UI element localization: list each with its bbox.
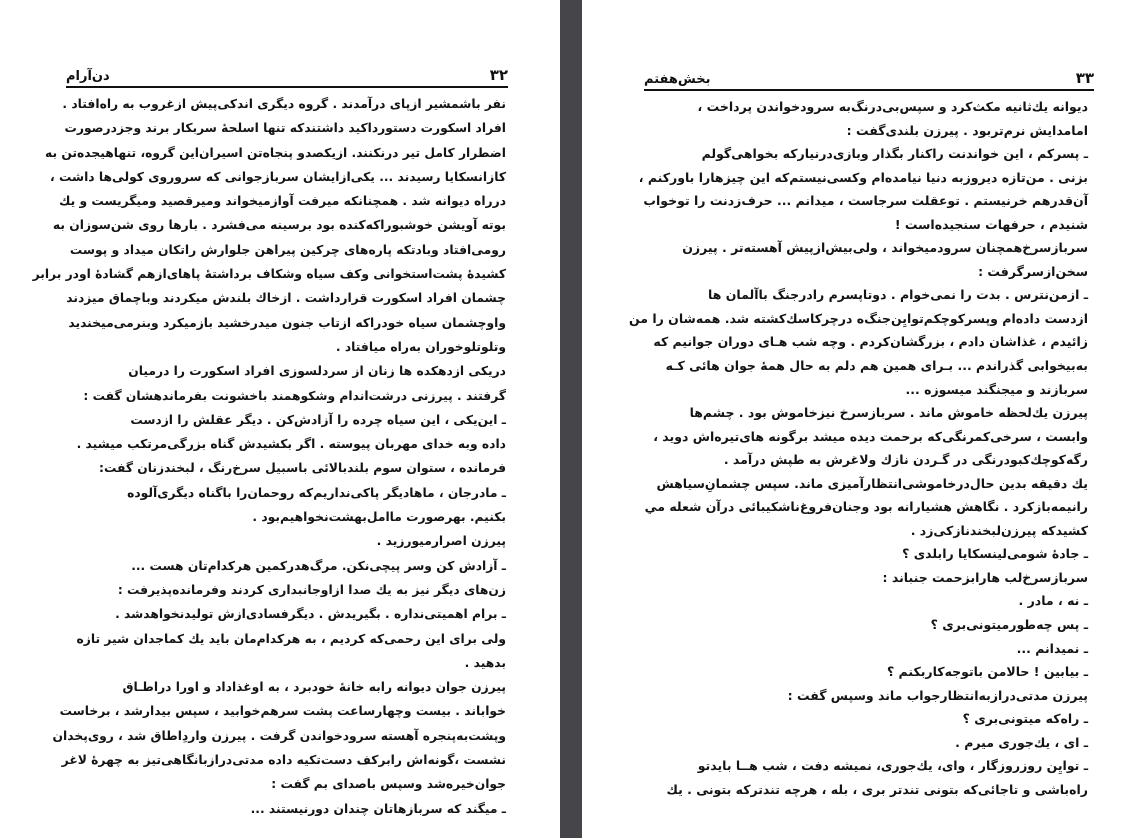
right-page-body [629, 95, 1088, 801]
text-line: ـ برام اهمیتی‌نداره . بگیریدش . دیگرفسادی‌ازش تولیدنخواهدشد . [115, 607, 506, 622]
text-line: امامدایش نرم‌تربود . پیرزن بلندی‌گفت : [846, 122, 1088, 138]
text-line: رگه‌کوچك‌کبودرنگی در گـردن نازك ولاغرش به طپش درآمد . [723, 452, 1088, 468]
text-line: یك دقیقه بدین حال‌درخاموشی‌انتظارآمیزی ماند. سپس چشمانِ‌سیاهش [656, 475, 1088, 491]
text-line: وتلوتلوخوران به‌راه میافتاد . [335, 339, 506, 354]
text-line: ـ بیابین ! حالامن باتوجه‌کاربکنم ؟ [886, 664, 1088, 680]
text-line: جوان‌خیره‌شد وسپس باصدای بم گفت : [271, 777, 506, 792]
left-running-title: دن‌آرام [66, 69, 110, 84]
text-line: ـ میگند که سربازهاتان چندان دورنیستند ... [250, 801, 506, 816]
text-line: بزنی . من‌تازه دیروزبه دنیا نیامده‌ام وکسی‌نیستم‌که این چیزهارا باورکنم ، [638, 169, 1088, 185]
text-line: ـ ازمن‌نترس . بدت را نمی‌خوام . دوتاپسرم رادرجنگ باآلمان ها [708, 287, 1088, 303]
text-line: دریکی ازدهکده ها زنان از سردلسوزی افراد اسکورت را درمیان [128, 364, 506, 379]
text-line: پیرزن مدتی‌درازبه‌انتظارجواب ماند وسپس گفت : [787, 687, 1088, 703]
text-line: داده وبه خدای مهربان پیوسته . اگر بکشیدش گناه بزرگی‌مرتکب میشید . [76, 437, 506, 452]
text-line: سربازسرخ‌لب هارابزحمت جنباند : [882, 569, 1088, 585]
text-line: راه‌باشی و تاجائی‌که بتونی تندتر بری ، بله ، هرچه تندترکه بتونی . یك [666, 781, 1088, 797]
text-line: بدهید . [464, 655, 506, 670]
text-line: ـ جادهٔ شومی‌لینسکایا رابلدی ؟ [902, 546, 1088, 562]
text-line: ـ پسرکم ، این خواندنت راکنار بگذار وبازی‌درنیارکه بخواهی‌گولم [701, 146, 1088, 162]
text-line: رانیمه‌بازکرد . نگاهش هشیارانه بود وجنان‌فروغ‌ناشکیبائی درآن شعله مي‌ [644, 499, 1088, 515]
text-line: ـ توایِن روزروزگار ، وای، یك‌جوری، نمیشه دفت ، شب هــا بایدتو [697, 758, 1088, 774]
text-line: نشست ،گونه‌اش رابرکف دست‌تکیه داده مدتی‌درازبانگاهی‌تیز به چهرهٔ لاغر [61, 753, 506, 768]
text-line: وپشت‌به‌پنجره آهسته سرودخواندن گرفت . پیرزن واردِاطاق شد ، روی‌پخدان [52, 728, 506, 743]
text-line: پیرزن یك‌لحظه خاموش ماند . سربازسرخ نیزخاموش بود . چشم‌ها [689, 405, 1088, 421]
right-page-header [644, 65, 1094, 91]
right-page-number: ۳۳ [1075, 69, 1094, 87]
text-line: ازدست داده‌ام وپسرکوچکم‌توایِن‌جنگ‌ه درچرکاسك‌کشته شد. همه‌شان را من [629, 310, 1088, 326]
text-line: درراه دیوانه شد . همچنانکه میرفت آوازمیخواند ومیرقصید ومیگریست و یك [59, 194, 506, 209]
text-line: ـ آزادش کن وسر پیچی‌نکن. مرگ‌هدرکمین هرکدام‌تان هست ... [131, 558, 506, 573]
text-line: بوته آویشن خوشبوراکه‌کنده بود برسینه می‌فشرد . بارها روی شن‌سوزان به [52, 218, 506, 233]
book-spine-divider [560, 0, 582, 838]
text-line: دیوانه یك‌ثانیه مکث‌کرد و سپس‌بی‌درنگ‌به سرودخواندن پرداخت ، [697, 99, 1088, 114]
text-line: ـ مادرجان ، ماهادیگر پاکی‌نداریم‌که روحمان‌را باگناه دیگری‌آلوده [127, 485, 506, 500]
text-line: به‌بیخوابی گذراندم ... بـرای همین هم دلم به حال همهٔ جوان هائی کـه [665, 358, 1088, 374]
text-line: آن‌قدرهم خرنیستم . توعقلت سرجاست ، میدانم ... حرف‌زدنت را توخواب [643, 193, 1088, 209]
left-page-number: ۳۲ [489, 66, 508, 84]
left-page [32, 40, 514, 816]
text-line: ـ نه ، مادر . [1018, 593, 1088, 609]
text-line: ـ ای ، یك‌جوری میرم . [955, 734, 1088, 750]
text-line: سربازسرخ‌همچنان سرودمیخواند ، ولی‌بیش‌ازپیش آهسته‌تر . پیرزن [682, 240, 1088, 256]
right-page [622, 40, 1112, 815]
left-page-header [66, 62, 508, 88]
text-line: واوچشمان سیاه خودراکه ازتاب جنون میدرخشید بازمیکرد وبنرمی‌میخندید [68, 315, 506, 330]
text-line: افراد اسکورت دستورداکید داشتندکه تنها اسلحهٔ سربکار برند وجزدرصورت [64, 121, 506, 136]
text-line: ـ راه‌که میتونی‌بری ؟ [962, 711, 1088, 727]
text-line: اضطرار کامل تیر درنکنند. ازیکصدو پنجاه‌تن اسیران‌این گروه، تنهاهیجده‌تن به [44, 145, 506, 160]
text-line: پیرزن اصرارمیورزید . [376, 534, 506, 549]
text-line: گرفتند . پیرزنی درشت‌اندام وشکوهمند باخشونت بفرماندهشان گفت : [83, 388, 506, 403]
text-line: پیرزن جوان دیوانه رابه خانهٔ خودبرد ، به اوغذاداد و اورا دراطـاق [122, 680, 506, 695]
text-line: زائیدم ، غذاشان دادم ، بزرگشان‌کردم . وچه شب هـای دوران جوانیم که [653, 334, 1088, 350]
text-line: وابست ، سرخی‌کمرنگی‌که برحمت دیده میشد برگونه های‌تیره‌اش دوید ، [653, 428, 1088, 444]
left-page-body [32, 92, 506, 821]
text-line: زن‌های دیگر نیز به یك صدا ازاوجانبداری کردند وفرمانده‌پذیرفت : [117, 582, 506, 597]
text-line: کازانسکایا رسیدند ... یکی‌ازایشان سربازجوانی که سروروی کولی‌ها داشت ، [50, 169, 506, 184]
text-line: کشیدکه پیرزن‌لبخندنازکی‌زد . [910, 522, 1088, 538]
text-line: رومی‌افتاد وبادتکه پاره‌های چرکین پیراهن جلوارش راتکان میداد و پوست [69, 242, 506, 257]
right-running-title: بخش‌هفتم [644, 72, 711, 87]
text-line: ولی برای این رحمی‌که کردیم ، به هرکدام‌مان باید یك کماجدان شیر تازه [76, 631, 506, 646]
text-line: شنیدم ، حرفهات سنجیده‌است ! [894, 216, 1088, 232]
text-line: چشمان افراد اسکورت قرارداشت . ازخاك بلندش میکردند وباچماق میزدند [66, 291, 506, 306]
text-line: سخن‌ازسرگرفت : [978, 263, 1088, 279]
text-line: خواباند . بیست وچهارساعت پشت سرهم‌خوابید ، سپس بیدارشد ، برخاست [59, 704, 506, 719]
text-line: ـ نمیدانم ... [1016, 640, 1088, 656]
text-line: فرمانده ، ستوان سوم بلندبالائی باسبیل سرخ‌رنگ ، لبخندزنان گفت: [99, 461, 506, 476]
text-line: نفر باشمشیر ازپای درآمدند . گروه دیگری اندکی‌پیش ازغروب به راه‌افتاد . [62, 97, 506, 111]
text-line: سربازند و میجنگند میسوزه ... [905, 381, 1088, 397]
text-line: ـ پس چه‌طورمیتونی‌بری ؟ [930, 617, 1088, 633]
text-line: ـ این‌یکی ، این سیاه چرده را آزادش‌کن . دیگر عقلش را ازدست [130, 412, 506, 427]
text-line: کشیدهٔ پشت‌استخوانی وکف سیاه وشکاف برداشتهٔ پاهای‌ازهم گشادهٔ اودر برابر [32, 267, 506, 282]
text-line: بکنیم. بهرصورت ماامل‌بهشت‌نخواهیم‌بود . [252, 510, 506, 525]
